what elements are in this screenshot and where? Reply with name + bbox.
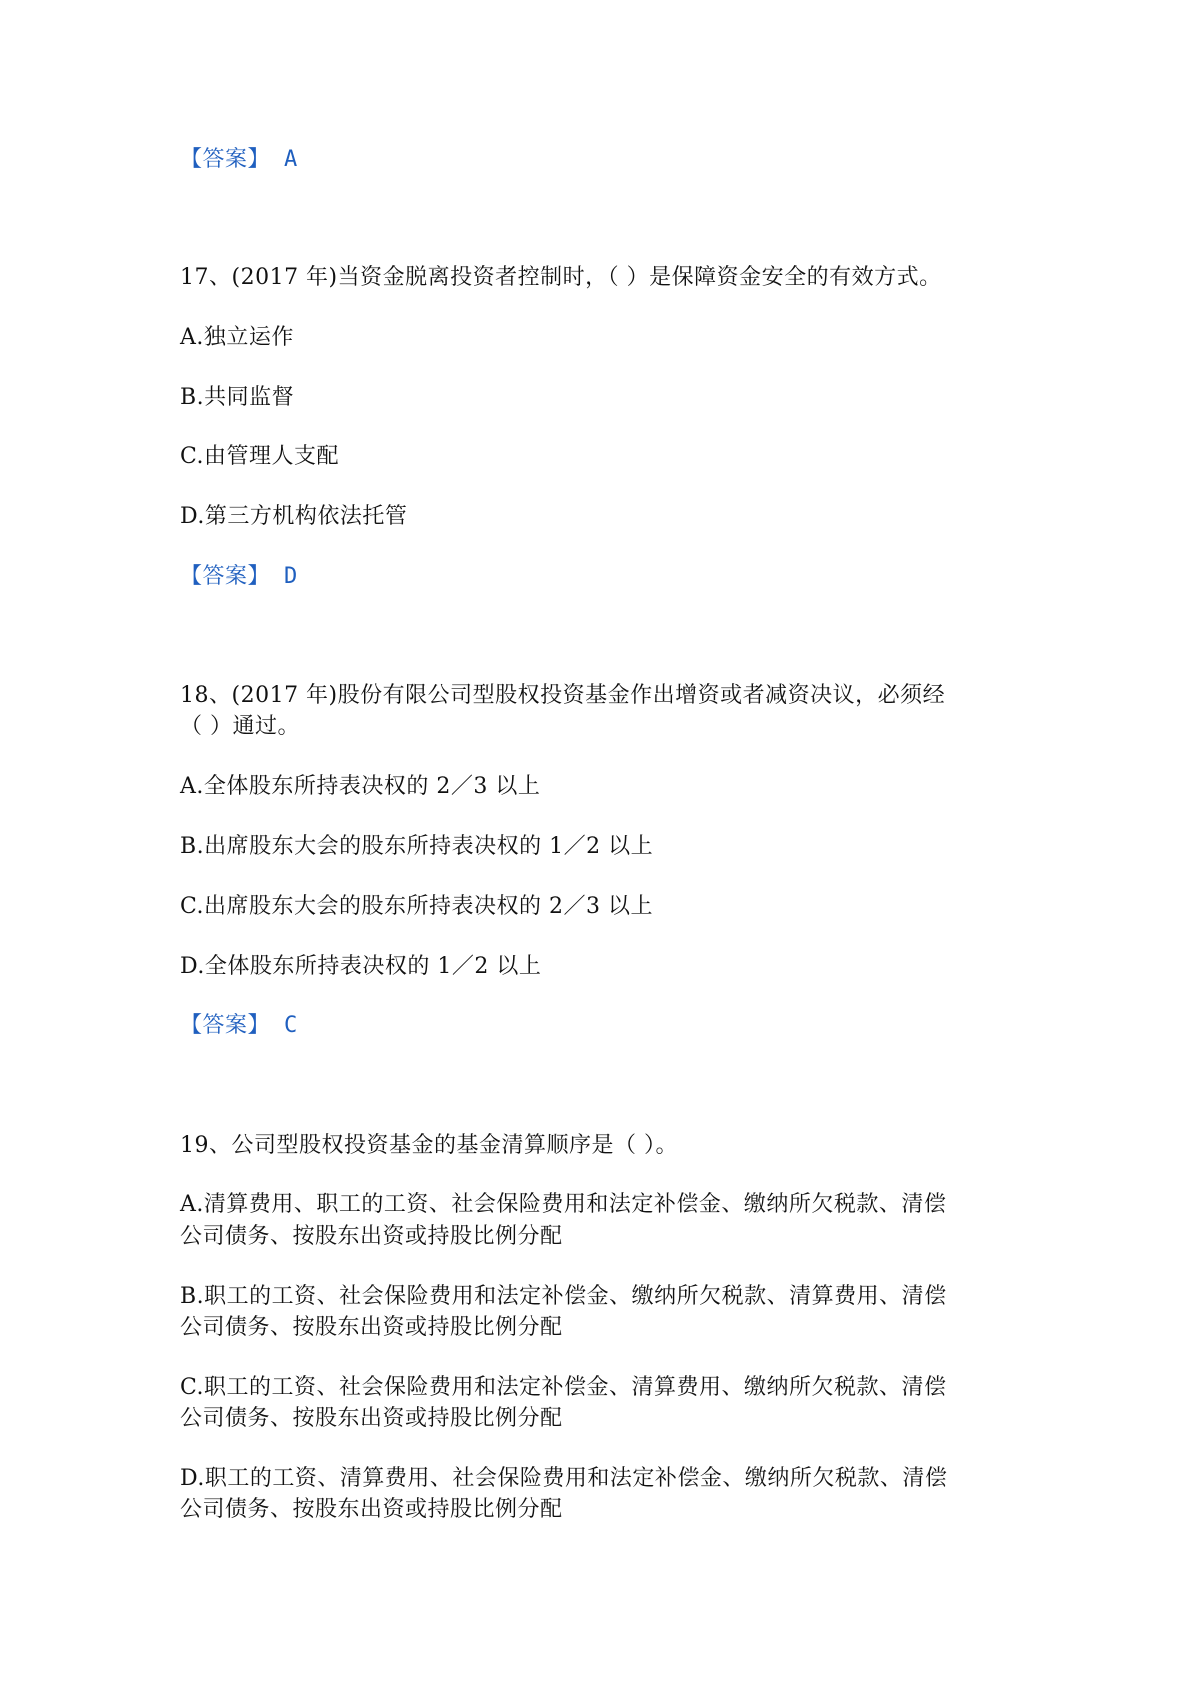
q17-option-d: D.第三方机构依法托管: [180, 504, 408, 529]
q19-option-b-line2: 公司债务、按股东出资或持股比例分配: [180, 1315, 563, 1340]
q19-option-a-line1: A.清算费用、职工的工资、社会保险费用和法定补偿金、缴纳所欠税款、清偿: [180, 1192, 947, 1217]
q17-stem: 17、(2017 年)当资金脱离投资者控制时，（ ）是保障资金安全的有效方式。: [180, 265, 942, 290]
q19-option-d-line1: D.职工的工资、清算费用、社会保险费用和法定补偿金、缴纳所欠税款、清偿: [180, 1466, 948, 1491]
q19-option-a-line2: 公司债务、按股东出资或持股比例分配: [180, 1224, 563, 1249]
q17-answer: [180, 561, 298, 593]
q17-option-c: C.由管理人支配: [180, 444, 340, 469]
q19-option-c-line2: 公司债务、按股东出资或持股比例分配: [180, 1406, 563, 1431]
q19-option-d-line2: 公司债务、按股东出资或持股比例分配: [180, 1497, 563, 1522]
answer-label: 【答案】: [180, 1013, 271, 1038]
q18-option-a: A.全体股东所持表决权的 2／3 以上: [180, 774, 541, 799]
q16-answer: [180, 144, 298, 176]
q18-option-d: D.全体股东所持表决权的 1／2 以上: [180, 954, 542, 979]
q18-option-c: C.出席股东大会的股东所持表决权的 2／3 以上: [180, 894, 654, 919]
q17-option-b: B.共同监督: [180, 385, 295, 410]
answer-label: 【答案】: [180, 564, 271, 589]
q18-stem-line1: 18、(2017 年)股份有限公司型股权投资基金作出增资或者减资决议，必须经: [180, 683, 946, 708]
q18-option-b: B.出席股东大会的股东所持表决权的 1／2 以上: [180, 834, 654, 859]
answer-value: A: [284, 147, 298, 172]
answer-label: 【答案】: [180, 147, 271, 172]
q19-option-b-line1: B.职工的工资、社会保险费用和法定补偿金、缴纳所欠税款、清算费用、清偿: [180, 1284, 947, 1309]
q19-option-c-line1: C.职工的工资、社会保险费用和法定补偿金、清算费用、缴纳所欠税款、清偿: [180, 1375, 947, 1400]
q17-option-a: A.独立运作: [180, 325, 294, 350]
answer-value: C: [284, 1013, 298, 1038]
q19-stem: 19、公司型股权投资基金的基金清算顺序是（ ）。: [180, 1133, 678, 1158]
answer-value: D: [284, 564, 298, 589]
q18-stem-line2: （ ）通过。: [180, 714, 300, 739]
q18-answer: [180, 1010, 298, 1042]
